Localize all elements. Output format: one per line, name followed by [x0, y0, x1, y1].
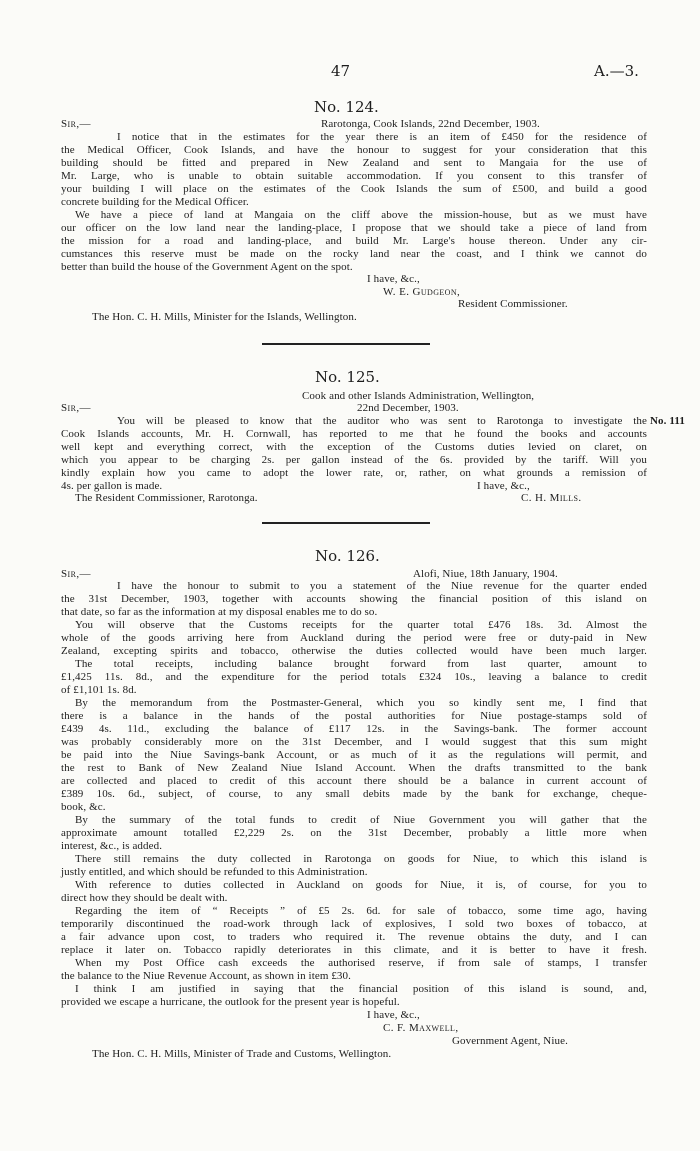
letter-126-line: Regarding the item of “ Receipts ” of £5 2s. 6d. for sale of tobacco, some time ago, having	[75, 905, 647, 917]
letter-126-line: there is a balance in the hands of the postal authorities for Niue postage-stamps sold of	[61, 710, 647, 722]
letter-125-line: which you appear to be charging 2s. per gallon instead of the 6s. provided by the tariff. Will you	[61, 454, 647, 466]
page-reference: A.—3.	[594, 62, 639, 80]
letter-124-number: No. 124.	[314, 98, 379, 116]
letter-126-line: With reference to duties collected in Auckland on goods for Niue, it is, of course, for you to	[75, 879, 647, 891]
letter-124-line: the Medical Officer, Cook Islands, and have the honour to suggest for your consideration that this	[61, 144, 647, 156]
letter-124-line: concrete building for the Medical Officer.	[61, 196, 249, 208]
letter-126-line: You will observe that the Customs receipts for the quarter total £476 18s. 3d. Almost the	[75, 619, 647, 631]
letter-124-line: your building I will place on the estimates of the Cook Islands the sum of £500, and build a good	[61, 183, 647, 195]
letter-126-line: When my Post Office cash exceeds the authorised reserve, if from sale of stamps, I transfer	[75, 957, 647, 969]
letter-124-signatory-title: Resident Commissioner.	[458, 298, 568, 310]
letter-126-place-date: Alofi, Niue, 18th January, 1904.	[413, 568, 558, 580]
section-divider	[262, 343, 430, 345]
letter-125-number: No. 125.	[315, 368, 380, 386]
letter-126-line: direct how they should be dealt with.	[61, 892, 228, 904]
letter-126-line: book, &c.	[61, 801, 106, 813]
letter-125-signature: C. H. Mills.	[521, 492, 582, 504]
letter-126-salutation: Sir,—	[61, 568, 91, 580]
letter-125-line: well kept and everything correct, with the exception of the Customs duties levied on claret, on	[61, 441, 647, 453]
letter-124-salutation: Sir,—	[61, 118, 91, 130]
letter-126-closing: I have, &c.,	[367, 1009, 420, 1021]
letter-125-closing: I have, &c.,	[477, 480, 530, 492]
letter-126-line: There still remains the duty collected in Rarotonga on goods for Niue, to which this island is	[75, 853, 647, 865]
letter-126-signatory-title: Government Agent, Niue.	[452, 1035, 568, 1047]
letter-126-line: a fair advance upon cost, to traders who required it. The revenue obtains the duty, and I can	[61, 931, 647, 943]
letter-126-line: temporarily discontinued the road-work through lack of explosives, I sold two boxes of tobacco, at	[61, 918, 647, 930]
page-number: 47	[331, 62, 351, 80]
letter-125-line: Cook Islands accounts, Mr. H. Cornwall, has reported to me that he found the books and accounts	[61, 428, 647, 440]
letter-126-line: the balance to the Niue Revenue Account, as shown in item £30.	[61, 970, 351, 982]
letter-126-line: £389 10s. 6d., subject, of course, to any small debits made by the bank for exchange, cheque-	[61, 788, 647, 800]
letter-126-line: whole of the goods arriving here from Auckland during the period were free or duty-paid in New	[61, 632, 647, 644]
letter-126-line: replace it later on. Tobacco rapidly deteriorates in this climate, and it is better to have it fresh.	[61, 944, 647, 956]
letter-124-line: cumstances this reserve must be made on the rocky land near the coast, and I think we cannot do	[61, 248, 647, 260]
letter-126-line: I think I am justified in saying that the financial position of this island is sound, and,	[75, 983, 647, 995]
letter-124-place-date: Rarotonga, Cook Islands, 22nd December, 1903.	[321, 118, 540, 130]
letter-125-place: Cook and other Islands Administration, Wellington,	[302, 390, 535, 402]
letter-124-line: We have a piece of land at Mangaia on the cliff above the mission-house, but as we must have	[75, 209, 647, 221]
letter-126-line: be paid into the Niue Savings-bank Account, or as much of it as the regulations will permit, and	[61, 749, 647, 761]
letter-124-line: Mr. Large, who is unable to obtain suitable accommodation. If you consent to this transfer of	[61, 170, 647, 182]
letter-126-line: interest, &c., is added.	[61, 840, 163, 852]
letter-126-line: I have the honour to submit to you a statement of the Niue revenue for the quarter ended	[117, 580, 647, 592]
letter-124-addressee: The Hon. C. H. Mills, Minister for the Islands, Wellington.	[92, 311, 357, 323]
letter-125-salutation: Sir,—	[61, 402, 91, 414]
letter-126-line: Zealand, excepting spirits and tobacco, otherwise the duties collected would have been much larger.	[61, 645, 647, 657]
letter-125-line: 4s. per gallon is made.	[61, 480, 163, 492]
letter-126-line: £1,425 11s. 8d., and the expenditure for the period totals £324 10s., leaving a balance to credit	[61, 671, 647, 683]
letter-124-line: our officer on the low land near the landing-place, I propose that we should take a piece of land from	[61, 222, 647, 234]
letter-126-addressee: The Hon. C. H. Mills, Minister of Trade and Customs, Wellington.	[92, 1048, 392, 1060]
letter-124-line: the mission for a road and landing-place, and build Mr. Large's house thereon. Under any cir-	[61, 235, 647, 247]
letter-126-line: By the summary of the total funds to credit of Niue Government you will gather that the	[75, 814, 647, 826]
letter-126-line: approximate amount totalled £2,229 2s. on the 31st December, probably a little more when	[61, 827, 647, 839]
letter-126-line: By the memorandum from the Postmaster-General, which you so kindly sent me, I find that	[75, 697, 647, 709]
letter-125-addressee: The Resident Commissioner, Rarotonga.	[75, 492, 258, 504]
letter-126-line: the rest to Bank of New Zealand Niue Island Account. When the drafts transmitted to the bank	[61, 762, 647, 774]
letter-126-line: was probably considerably more on the 31st December, and I would suggest that this sum might	[61, 736, 647, 748]
letter-126-line: justly entitled, and which should be refunded to this Administration.	[61, 866, 368, 878]
letter-125-line: kindly explain how you came to adopt the lower rate, or, rather, on what grounds a remission of	[61, 467, 647, 479]
letter-126-line: are collected and placed to credit of this account there should be a balance in current account of	[61, 775, 647, 787]
margin-reference: No. 111	[650, 415, 685, 427]
letter-124-line: building should be fitted and prepared in New Zealand and sent to Mangaia for the use of	[61, 157, 647, 169]
letter-126-line: The total receipts, including balance brought forward from last quarter, amount to	[75, 658, 647, 670]
letter-124-line: I notice that in the estimates for the year there is an item of £450 for the residence of	[117, 131, 647, 143]
section-divider	[262, 522, 430, 524]
letter-126-line: £439 4s. 11d., excluding the balance of £117 12s. in the Savings-bank. The former account	[61, 723, 647, 735]
letter-126-signature: C. F. Maxwell,	[383, 1022, 459, 1034]
letter-126-line: of £1,101 1s. 8d.	[61, 684, 137, 696]
letter-125-date: 22nd December, 1903.	[357, 402, 459, 414]
letter-124-signature: W. E. Gudgeon,	[383, 286, 461, 298]
letter-126-line: the 31st December, 1903, together with accounts showing the financial position of this island on	[61, 593, 647, 605]
letter-126-line: that date, so far as the information at my disposal enables me to do so.	[61, 606, 378, 618]
letter-124-line: better than build the house of the Government Agent on the spot.	[61, 261, 353, 273]
letter-126-line: provided we escape a hurricane, the outlook for the present year is hopeful.	[61, 996, 400, 1008]
letter-126-number: No. 126.	[315, 547, 380, 565]
letter-125-line: You will be pleased to know that the auditor who was sent to Rarotonga to investigate the	[117, 415, 647, 427]
letter-124-closing: I have, &c.,	[367, 273, 420, 285]
